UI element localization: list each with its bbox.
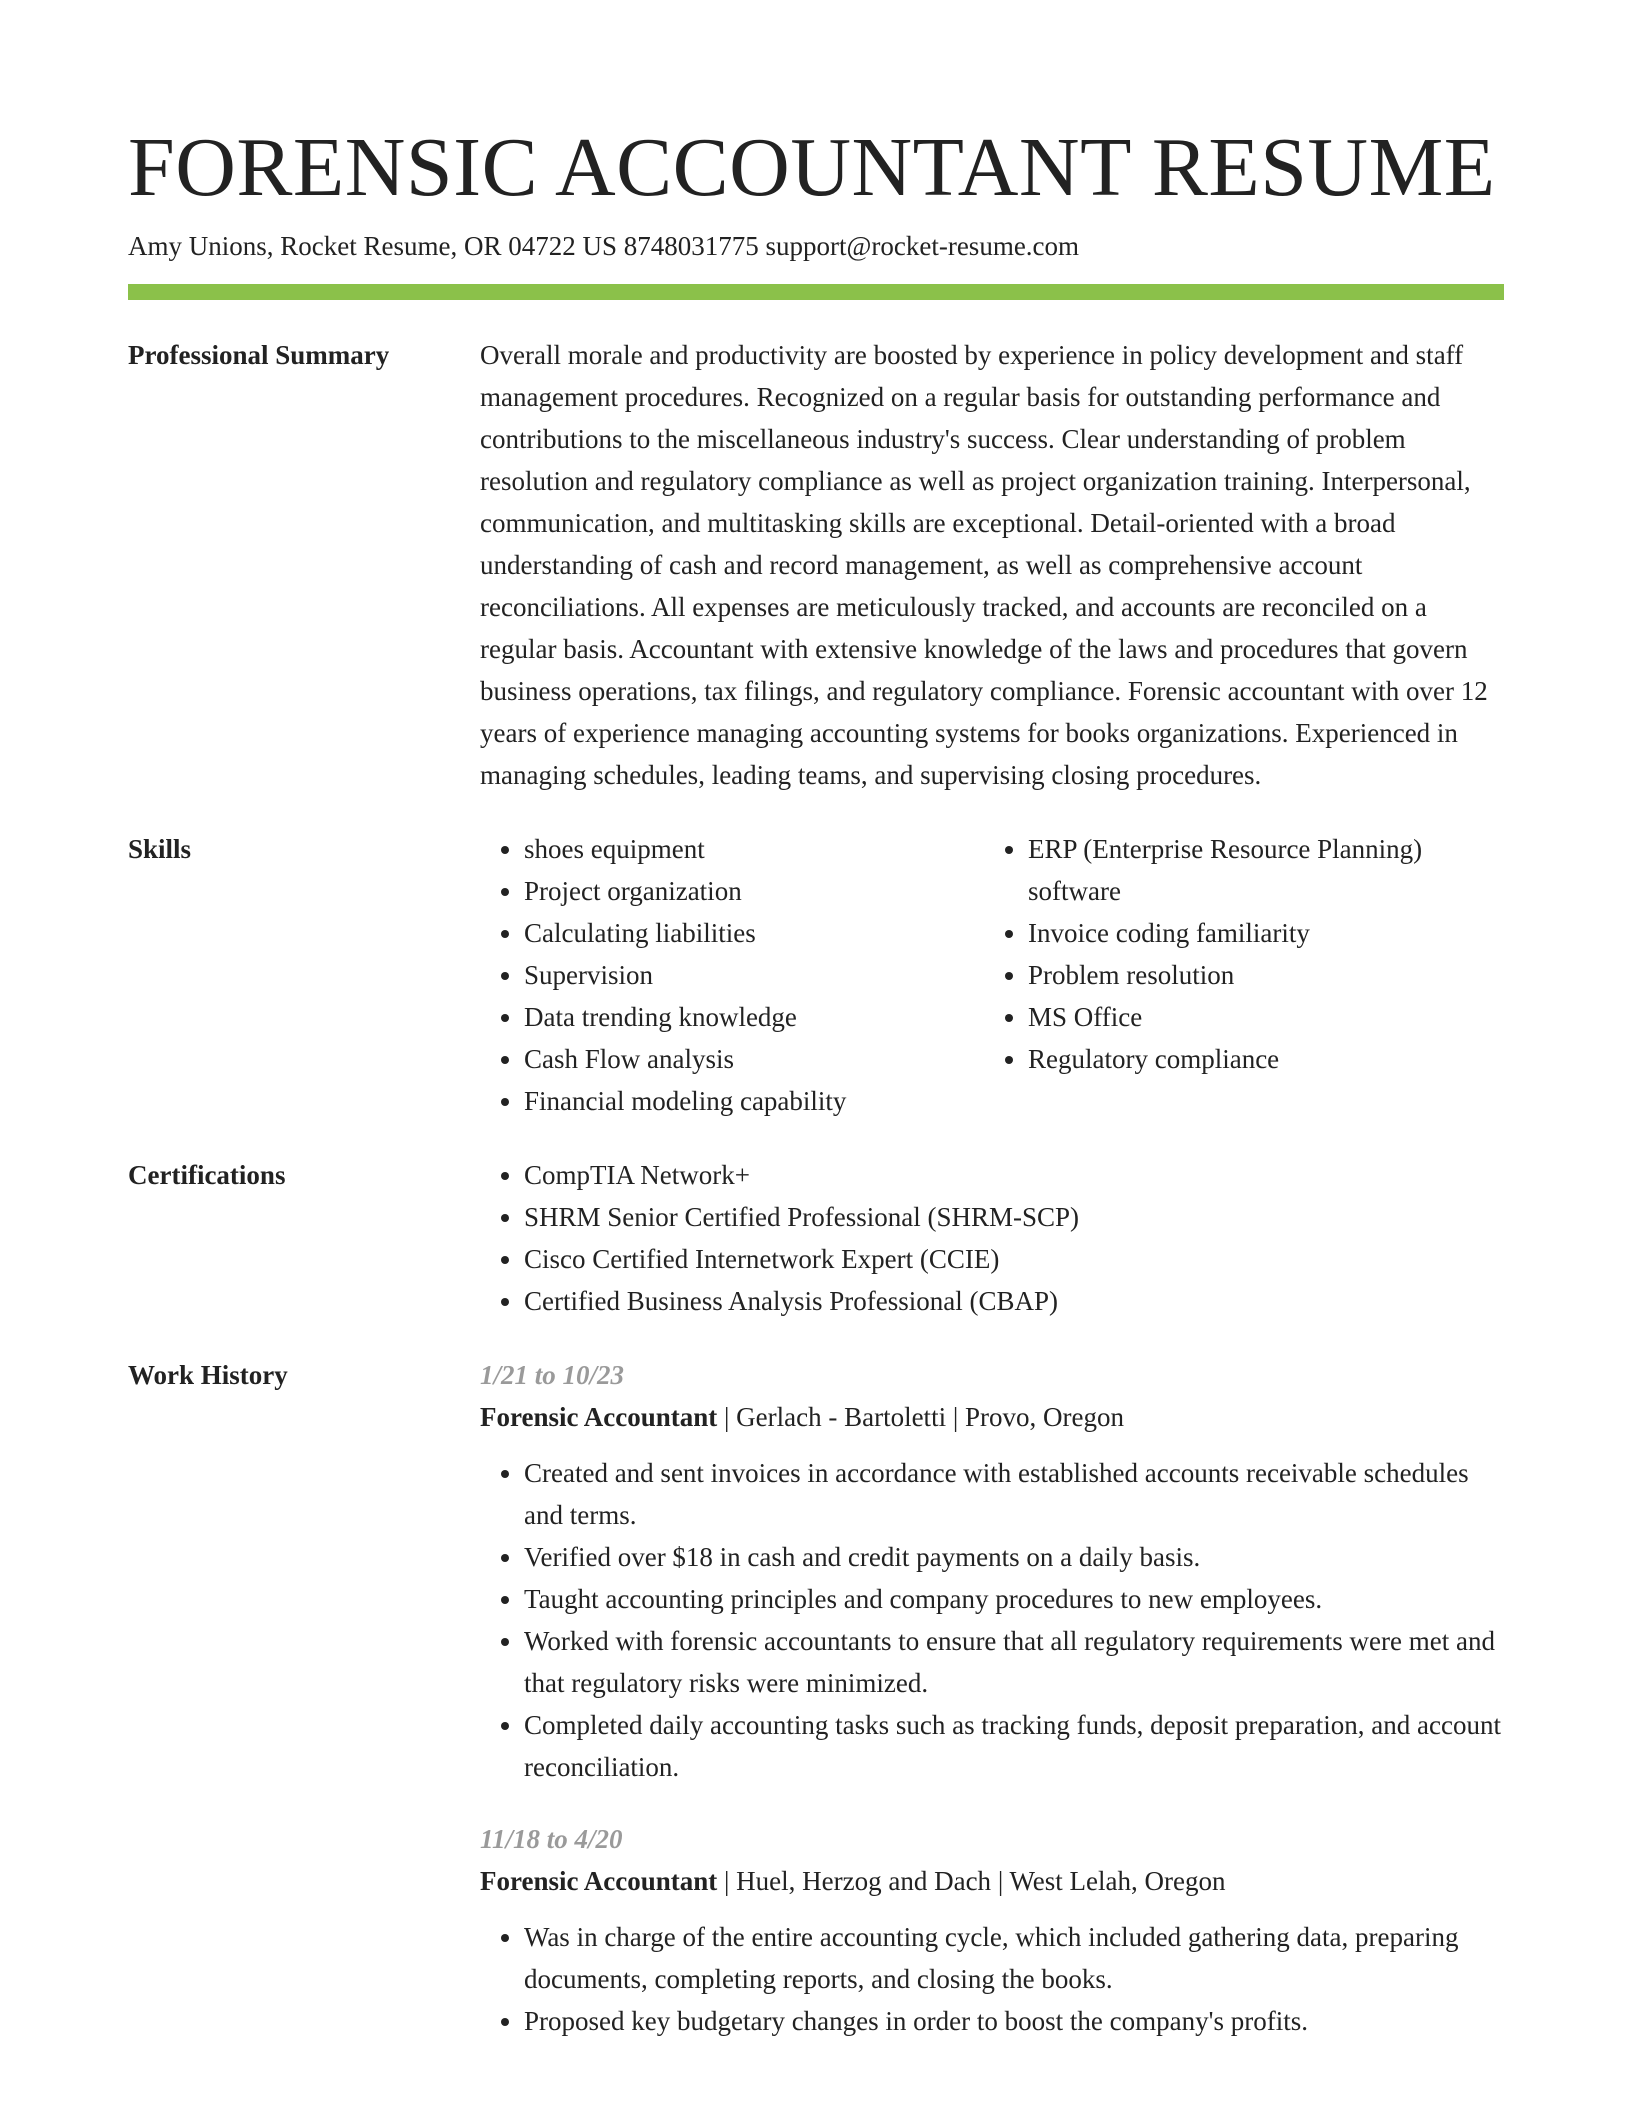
section-label-work-history: Work History — [128, 1360, 288, 1390]
job-company: Huel, Herzog and Dach — [736, 1866, 992, 1896]
job-location: West Lelah, Oregon — [1009, 1866, 1226, 1896]
job-entry — [480, 1354, 1504, 1788]
list-item: • ERP (Enterprise Resource Planning) software — [1028, 828, 1488, 912]
job-bullets — [480, 1916, 1504, 2042]
list-item: • Supervision — [524, 954, 984, 996]
job-title: Forensic Accountant — [480, 1402, 718, 1432]
list-item: • Taught accounting principles and company procedures to new employees. — [524, 1578, 1504, 1620]
job-heading: Forensic Accountant | Gerlach - Bartoletti | Provo, Oregon — [480, 1402, 1124, 1432]
resume-title: FORENSIC ACCOUNTANT RESUME — [128, 121, 1496, 214]
list-item: • Project organization — [524, 870, 984, 912]
header-divider — [128, 284, 1504, 300]
job-location: Provo, Oregon — [964, 1402, 1124, 1432]
list-item: • Certified Business Analysis Professional (CBAP) — [524, 1280, 1504, 1322]
section-skills — [128, 828, 1504, 1122]
section-label-summary: Professional Summary — [128, 340, 390, 370]
job-dates: 1/21 to 10/23 — [480, 1360, 625, 1390]
job-title: Forensic Accountant — [480, 1866, 718, 1896]
list-item: • Financial modeling capability — [524, 1080, 984, 1122]
contact-line: Amy Unions, Rocket Resume, OR 04722 US 8748031775 support@rocket-resume.com — [128, 231, 1080, 261]
job-heading: Forensic Accountant | Huel, Herzog and Dach | West Lelah, Oregon — [480, 1866, 1226, 1896]
section-label-certifications: Certifications — [128, 1160, 286, 1190]
job-entry — [480, 1818, 1504, 2042]
list-item: • Worked with forensic accountants to ensure that all regulatory requirements were met and that regulatory risks were minimized. — [524, 1620, 1504, 1704]
list-item: • Created and sent invoices in accordance with established accounts receivable schedules and terms. — [524, 1452, 1504, 1536]
list-item: • Was in charge of the entire accounting cycle, which included gathering data, preparing documents, completing reports, and closing the books. — [524, 1916, 1504, 2000]
list-item: • Invoice coding familiarity — [1028, 912, 1488, 954]
list-item: • Cash Flow analysis — [524, 1038, 984, 1080]
list-item: • Data trending knowledge — [524, 996, 984, 1038]
list-item: • Proposed key budgetary changes in order to boost the company's profits. — [524, 2000, 1504, 2042]
list-item: • CompTIA Network+ — [524, 1154, 1504, 1196]
contact-phone: 8748031775 — [623, 231, 759, 261]
job-company: Gerlach - Bartoletti — [736, 1402, 947, 1432]
certifications-list — [480, 1154, 1504, 1322]
list-item: • Regulatory compliance — [1028, 1038, 1488, 1080]
skills-list-left — [480, 828, 984, 1122]
contact-address: Rocket Resume, OR 04722 US — [280, 231, 618, 261]
section-label-skills: Skills — [128, 834, 192, 864]
list-item: • Problem resolution — [1028, 954, 1488, 996]
resume-page — [128, 118, 1504, 2042]
contact-name: Amy Unions — [128, 231, 267, 261]
list-item: • Cisco Certified Internetwork Expert (CCIE) — [524, 1238, 1504, 1280]
list-item: • SHRM Senior Certified Professional (SHRM-SCP) — [524, 1196, 1504, 1238]
section-certifications — [128, 1154, 1504, 1322]
list-item: • Calculating liabilities — [524, 912, 984, 954]
skills-list-right — [984, 828, 1488, 1080]
list-item: • MS Office — [1028, 996, 1488, 1038]
section-work-history — [128, 1354, 1504, 2042]
summary-text: Overall morale and productivity are boosted by experience in policy development and staff management procedures. Recognized on a regular basis for outstanding performance and contributions to the miscellaneous industry's success. Clear understanding of problem resolution and regulatory compliance as well as project organization training. Interpersonal, communication, and multitasking skills are exceptional. Detail-oriented with a broad understanding of cash and record management, as well as comprehensive account reconciliations. All expenses are meticulously tracked, and accounts are reconciled on a regular basis. Accountant with extensive knowledge of the laws and procedures that govern business operations, tax filings, and regulatory compliance. Forensic accountant with over 12 years of experience managing accounting systems for books organizations. Experienced in managing schedules, leading teams, and supervising closing procedures. — [480, 340, 1488, 790]
list-item: • shoes equipment — [524, 828, 984, 870]
contact-email: support@rocket-resume.com — [765, 231, 1080, 261]
job-dates: 11/18 to 4/20 — [480, 1824, 623, 1854]
section-professional-summary — [128, 334, 1504, 796]
list-item: • Verified over $18 in cash and credit payments on a daily basis. — [524, 1536, 1504, 1578]
job-bullets — [480, 1452, 1504, 1788]
list-item: • Completed daily accounting tasks such as tracking funds, deposit preparation, and account reconciliation. — [524, 1704, 1504, 1788]
